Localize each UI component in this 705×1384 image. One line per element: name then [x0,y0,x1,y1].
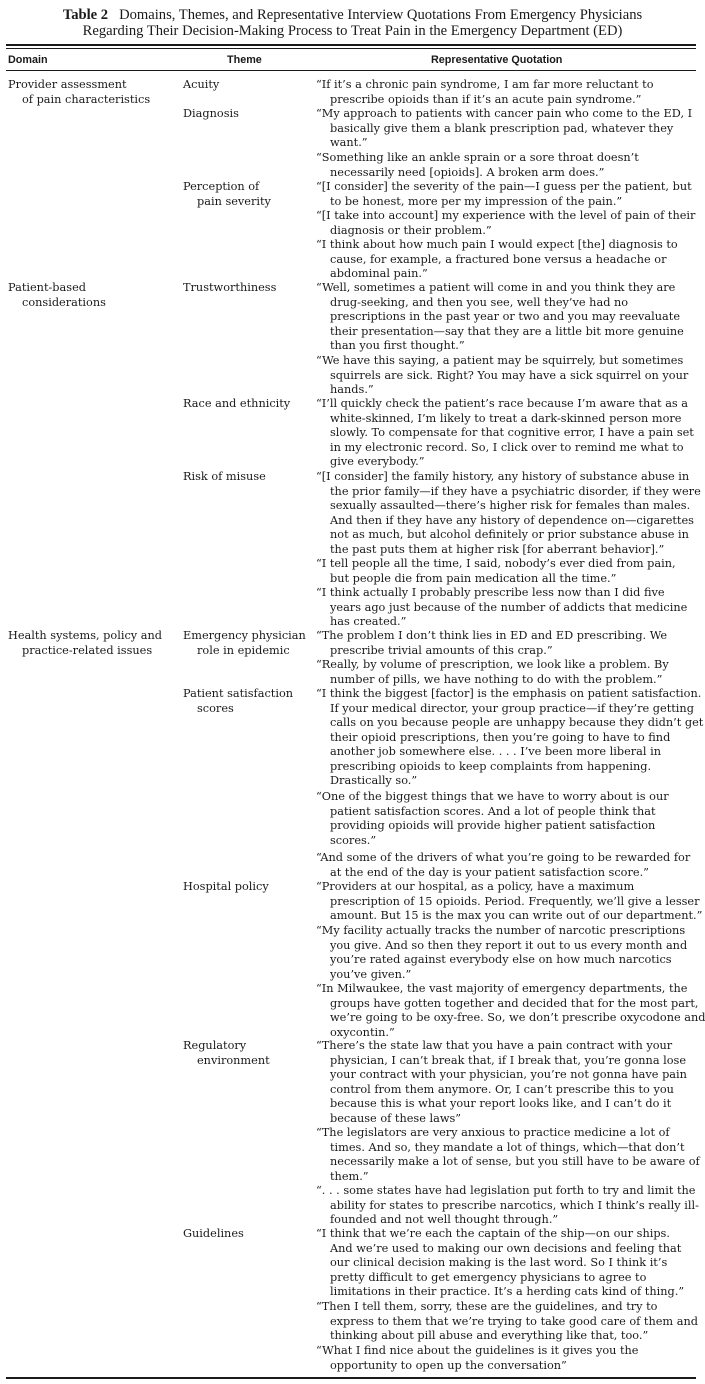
quote-cell [316,880,702,924]
cell-line: cause, for example, a fractured bone versus a headache or [330,252,667,266]
cell-line: their opioid prescriptions, then you’re going to have to find [330,730,671,744]
cell-line: years ago just because of the number of addicts that medicine [330,600,688,614]
header-theme: Theme [227,54,262,66]
cell-line: Provider assessment [8,78,127,91]
cell-line: founded and not well thought through.” [330,1213,559,1226]
theme-cell [183,397,290,412]
quote-cell [316,629,667,658]
quote-cell [316,687,703,789]
cell-line: in my electronic record. So, I click over to remind me what to [330,440,684,454]
cell-line: And we’re used to making our own decisions and feeling that [330,1241,682,1255]
cell-line: thinking about pill abuse and everything like that, too.” [330,1329,649,1342]
quote-cell [316,790,669,848]
cell-line: control from them anymore. Or, I can’t prescribe this to you [330,1082,674,1096]
table-caption [0,7,705,39]
cell-line: “. . . some states have had legislation put forth to try and limit the [316,1184,696,1197]
cell-line: “And some of the drivers of what you’re going to be rewarded for [316,851,691,864]
cell-line: “My facility actually tracks the number of narcotic prescriptions [316,924,686,937]
cell-line: want.” [330,136,368,149]
cell-line: “I’ll quickly check the patient’s race because I’m aware that as a [316,397,689,410]
cell-line: “[I consider] the severity of the pain—I guess per the patient, but [316,180,692,193]
quote-cell [316,107,692,151]
cell-line: “My approach to patients with cancer pain who come to the ED, I [316,107,693,120]
cell-line: another job somewhere else. . . . I’ve been more liberal in [330,745,661,758]
quote-cell [316,397,694,470]
cell-line: ability for states to prescribe narcotics, which I think’s really ill- [330,1198,699,1212]
cell-line: “The legislators are very anxious to practice medicine a lot of [316,1126,670,1139]
cell-line: their presentation—say that they are a little bit more genuine [330,324,684,338]
cell-line: you’re rated against everybody else on how much narcotics [330,953,672,966]
cell-line: number of pills, we have nothing to do with the problem.” [330,672,663,686]
cell-line: groups have gotten together and decided that for the most part, [330,996,699,1010]
caption-line-1 [0,7,705,23]
cell-line: limitations in their practice. It’s a herding cats kind of thing.” [330,1285,685,1298]
cell-line: because this is what your report looks like, and I can’t do it [330,1097,672,1110]
theme-cell [183,78,219,93]
caption-title-1: Domains, Themes, and Representative Interview Quotations From Emergency Physicians [119,7,643,23]
cell-line: “I think that we’re each the captain of the ship—on our ships. [316,1227,670,1240]
cell-line: physician, I can’t break that, if I break that, you’re gonna lose [330,1053,687,1067]
quote-cell [316,1039,687,1126]
bottom-rule [6,1377,696,1379]
quote-cell [316,982,705,1040]
header-rule [6,70,696,71]
cell-line: you give. And so then they report it out to us every month and [330,938,688,952]
cell-line: opportunity to open up the conversation” [330,1358,567,1372]
cell-line: scores [197,701,234,715]
theme-cell [183,281,276,296]
cell-line: times. And so, they mandate a lot of things, which—that don’t [330,1140,685,1154]
cell-line: Race and ethnicity [183,397,291,410]
cell-line: Perception of [183,180,260,193]
cell-line: “Then I tell them, sorry, these are the guidelines, and try to [316,1300,658,1313]
cell-line: “Really, by volume of prescription, we look like a problem. By [316,658,669,671]
cell-line: not as much, but alcohol definitely or prior substance abuse in [330,528,689,541]
cell-line: necessarily need [opioids]. A broken arm does.” [330,165,605,179]
cell-line: Guidelines [183,1227,244,1240]
cell-line: them.” [330,1169,369,1183]
cell-line: Patient-based [8,281,86,294]
cell-line: prescribe opioids than if it’s an acute pain syndrome.” [330,92,642,106]
theme-cell [183,1039,270,1068]
cell-line: scores.” [330,833,377,847]
cell-line: your contract with your physician, you’re not gonna have pain [330,1068,687,1081]
quote-cell [316,1184,699,1228]
cell-line: “Providers at our hospital, as a policy, have a maximum [316,880,635,893]
cell-line: patient satisfaction scores. And a lot of people think that [330,804,656,818]
cell-line: Health systems, policy and [8,629,162,642]
cell-line: than you first thought.” [330,339,465,352]
quote-cell [316,180,692,209]
quote-cell [316,281,684,354]
cell-line: amount. But 15 is the max you can write out of our department.” [330,909,703,922]
cell-line: drug-seeking, and then you see, well they’ve had no [330,295,629,309]
cell-line: prescriptions in the past year or two and you may reevaluate [330,310,680,323]
cell-line: abdominal pain.” [330,267,428,280]
cell-line: Hospital policy [183,880,269,893]
quote-cell [316,1126,700,1184]
header-quotation: Representative Quotation [431,54,563,66]
cell-line: squirrels are sick. Right? You may have a sick squirrel on your [330,368,689,382]
cell-line: Trustworthiness [183,281,277,294]
cell-line: our clinical decision making is the last word. So I think it’s [330,1256,668,1269]
cell-line: Acuity [183,78,220,91]
domain-cell [8,281,106,310]
cell-line: If your medical director, your group practice—if they’re getting [330,701,694,715]
cell-line: pain severity [197,194,271,208]
cell-line: oxycontin.” [330,1025,395,1039]
cell-line: has created.” [330,615,407,628]
domain-cell [8,78,150,107]
cell-line: calls on you because people are unhappy because they didn’t get [330,716,704,729]
quote-cell [316,1344,639,1373]
quote-cell [316,209,695,238]
quote-cell [316,851,690,880]
cell-line: “I think the biggest [factor] is the emphasis on patient satisfaction. [316,687,702,700]
cell-line: but people die from pain medication all the time.” [330,571,617,585]
quote-cell [316,586,687,630]
quote-cell [316,658,669,687]
theme-cell [183,629,306,658]
cell-line: practice-related issues [22,643,153,657]
domain-cell [8,629,162,658]
cell-line: And then if they have any history of dependence on—cigarettes [330,513,694,527]
cell-line: Patient satisfaction [183,687,294,700]
cell-line: “I think actually I probably prescribe less now than I did five [316,586,665,599]
cell-line: express to them that we’re trying to take good care of them and [330,1314,698,1328]
theme-cell [183,470,266,485]
header-domain: Domain [8,54,48,66]
table-label: Table 2 [62,7,109,23]
cell-line: “Something like an ankle sprain or a sore throat doesn’t [316,151,639,164]
cell-line: providing opioids will provide higher patient satisfaction [330,819,656,832]
cell-line: slowly. To compensate for that cognitive error, I have a pain set [330,426,694,439]
cell-line: environment [197,1053,270,1067]
quote-cell [316,151,639,180]
cell-line: considerations [22,295,106,309]
cell-line: “[I take into account] my experience with the level of pain of their [316,209,696,222]
theme-cell [183,107,239,122]
cell-line: of pain characteristics [22,92,151,106]
cell-line: prescribing opioids to keep complaints from happening. [330,759,652,773]
cell-line: Drastically so.” [330,774,418,787]
quote-cell [316,78,654,107]
cell-line: “One of the biggest things that we have to worry about is our [316,790,669,803]
cell-line: “I think about how much pain I would expect [the] diagnosis to [316,238,678,251]
cell-line: diagnosis or their problem.” [330,223,492,237]
theme-cell [183,687,293,716]
theme-cell [183,180,271,209]
cell-line: necessarily make a lot of sense, but you still have to be aware of [330,1155,700,1168]
quote-cell [316,354,688,398]
top-rule-thick [6,44,696,46]
cell-line: Emergency physician [183,629,306,642]
cell-line: “I tell people all the time, I said, nobody’s ever died from pain, [316,557,676,570]
cell-line: we’re going to be oxy-free. So, we don’t prescribe oxycodone and [330,1011,705,1024]
cell-line: Risk of misuse [183,470,266,483]
caption-line-2: Regarding Their Decision-Making Process to Treat Pain in the Emergency Department (ED) [82,23,623,39]
cell-line: Diagnosis [183,107,239,120]
cell-line: the prior family—if they have a psychiatric disorder, if they were [330,484,701,498]
cell-line: the past puts them at higher risk [for aberrant behavior].” [330,542,665,556]
cell-line: “There’s the state law that you have a pain contract with your [316,1039,673,1052]
cell-line: prescription of 15 opioids. Period. Frequently, we’ll give a lesser [330,894,700,908]
cell-line: because of these laws” [330,1111,462,1125]
cell-line: you’ve given.” [330,967,412,981]
cell-line: white-skinned, I’m likely to treat a dark-skinned person more [330,411,682,425]
cell-line: at the end of the day is your patient satisfaction score.” [330,865,649,879]
cell-line: Regulatory [183,1039,247,1052]
quote-cell [316,1300,698,1344]
cell-line: hands.” [330,383,374,396]
top-rule-thin [6,48,696,49]
quote-cell [316,238,678,282]
quote-cell [316,470,701,557]
cell-line: “We have this saying, a patient may be squirrely, but sometimes [316,354,684,367]
quote-cell [316,924,687,982]
cell-line: to be honest, more per my impression of the pain.” [330,194,623,208]
cell-line: pretty difficult to get emergency physicians to agree to [330,1270,647,1284]
cell-line: give everybody.” [330,455,425,468]
cell-line: prescribe trivial amounts of this crap.” [330,643,553,657]
theme-cell [183,880,269,895]
cell-line: sexually assaulted—there’s higher risk for females than males. [330,499,691,512]
cell-line: “In Milwaukee, the vast majority of emergency departments, the [316,982,688,995]
cell-line: “[I consider] the family history, any history of substance abuse in [316,470,690,483]
theme-cell [183,1227,244,1242]
cell-line: “Well, sometimes a patient will come in and you think they are [316,281,676,294]
cell-line: role in epidemic [197,643,290,657]
cell-line: “If it’s a chronic pain syndrome, I am far more reluctant to [316,78,654,91]
quote-cell [316,557,676,586]
cell-line: “What I find nice about the guidelines is it gives you the [316,1344,639,1357]
cell-line: basically give them a blank prescription pad, whatever they [330,121,674,135]
quote-cell [316,1227,684,1300]
cell-line: “The problem I don’t think lies in ED and ED prescribing. We [316,629,668,642]
